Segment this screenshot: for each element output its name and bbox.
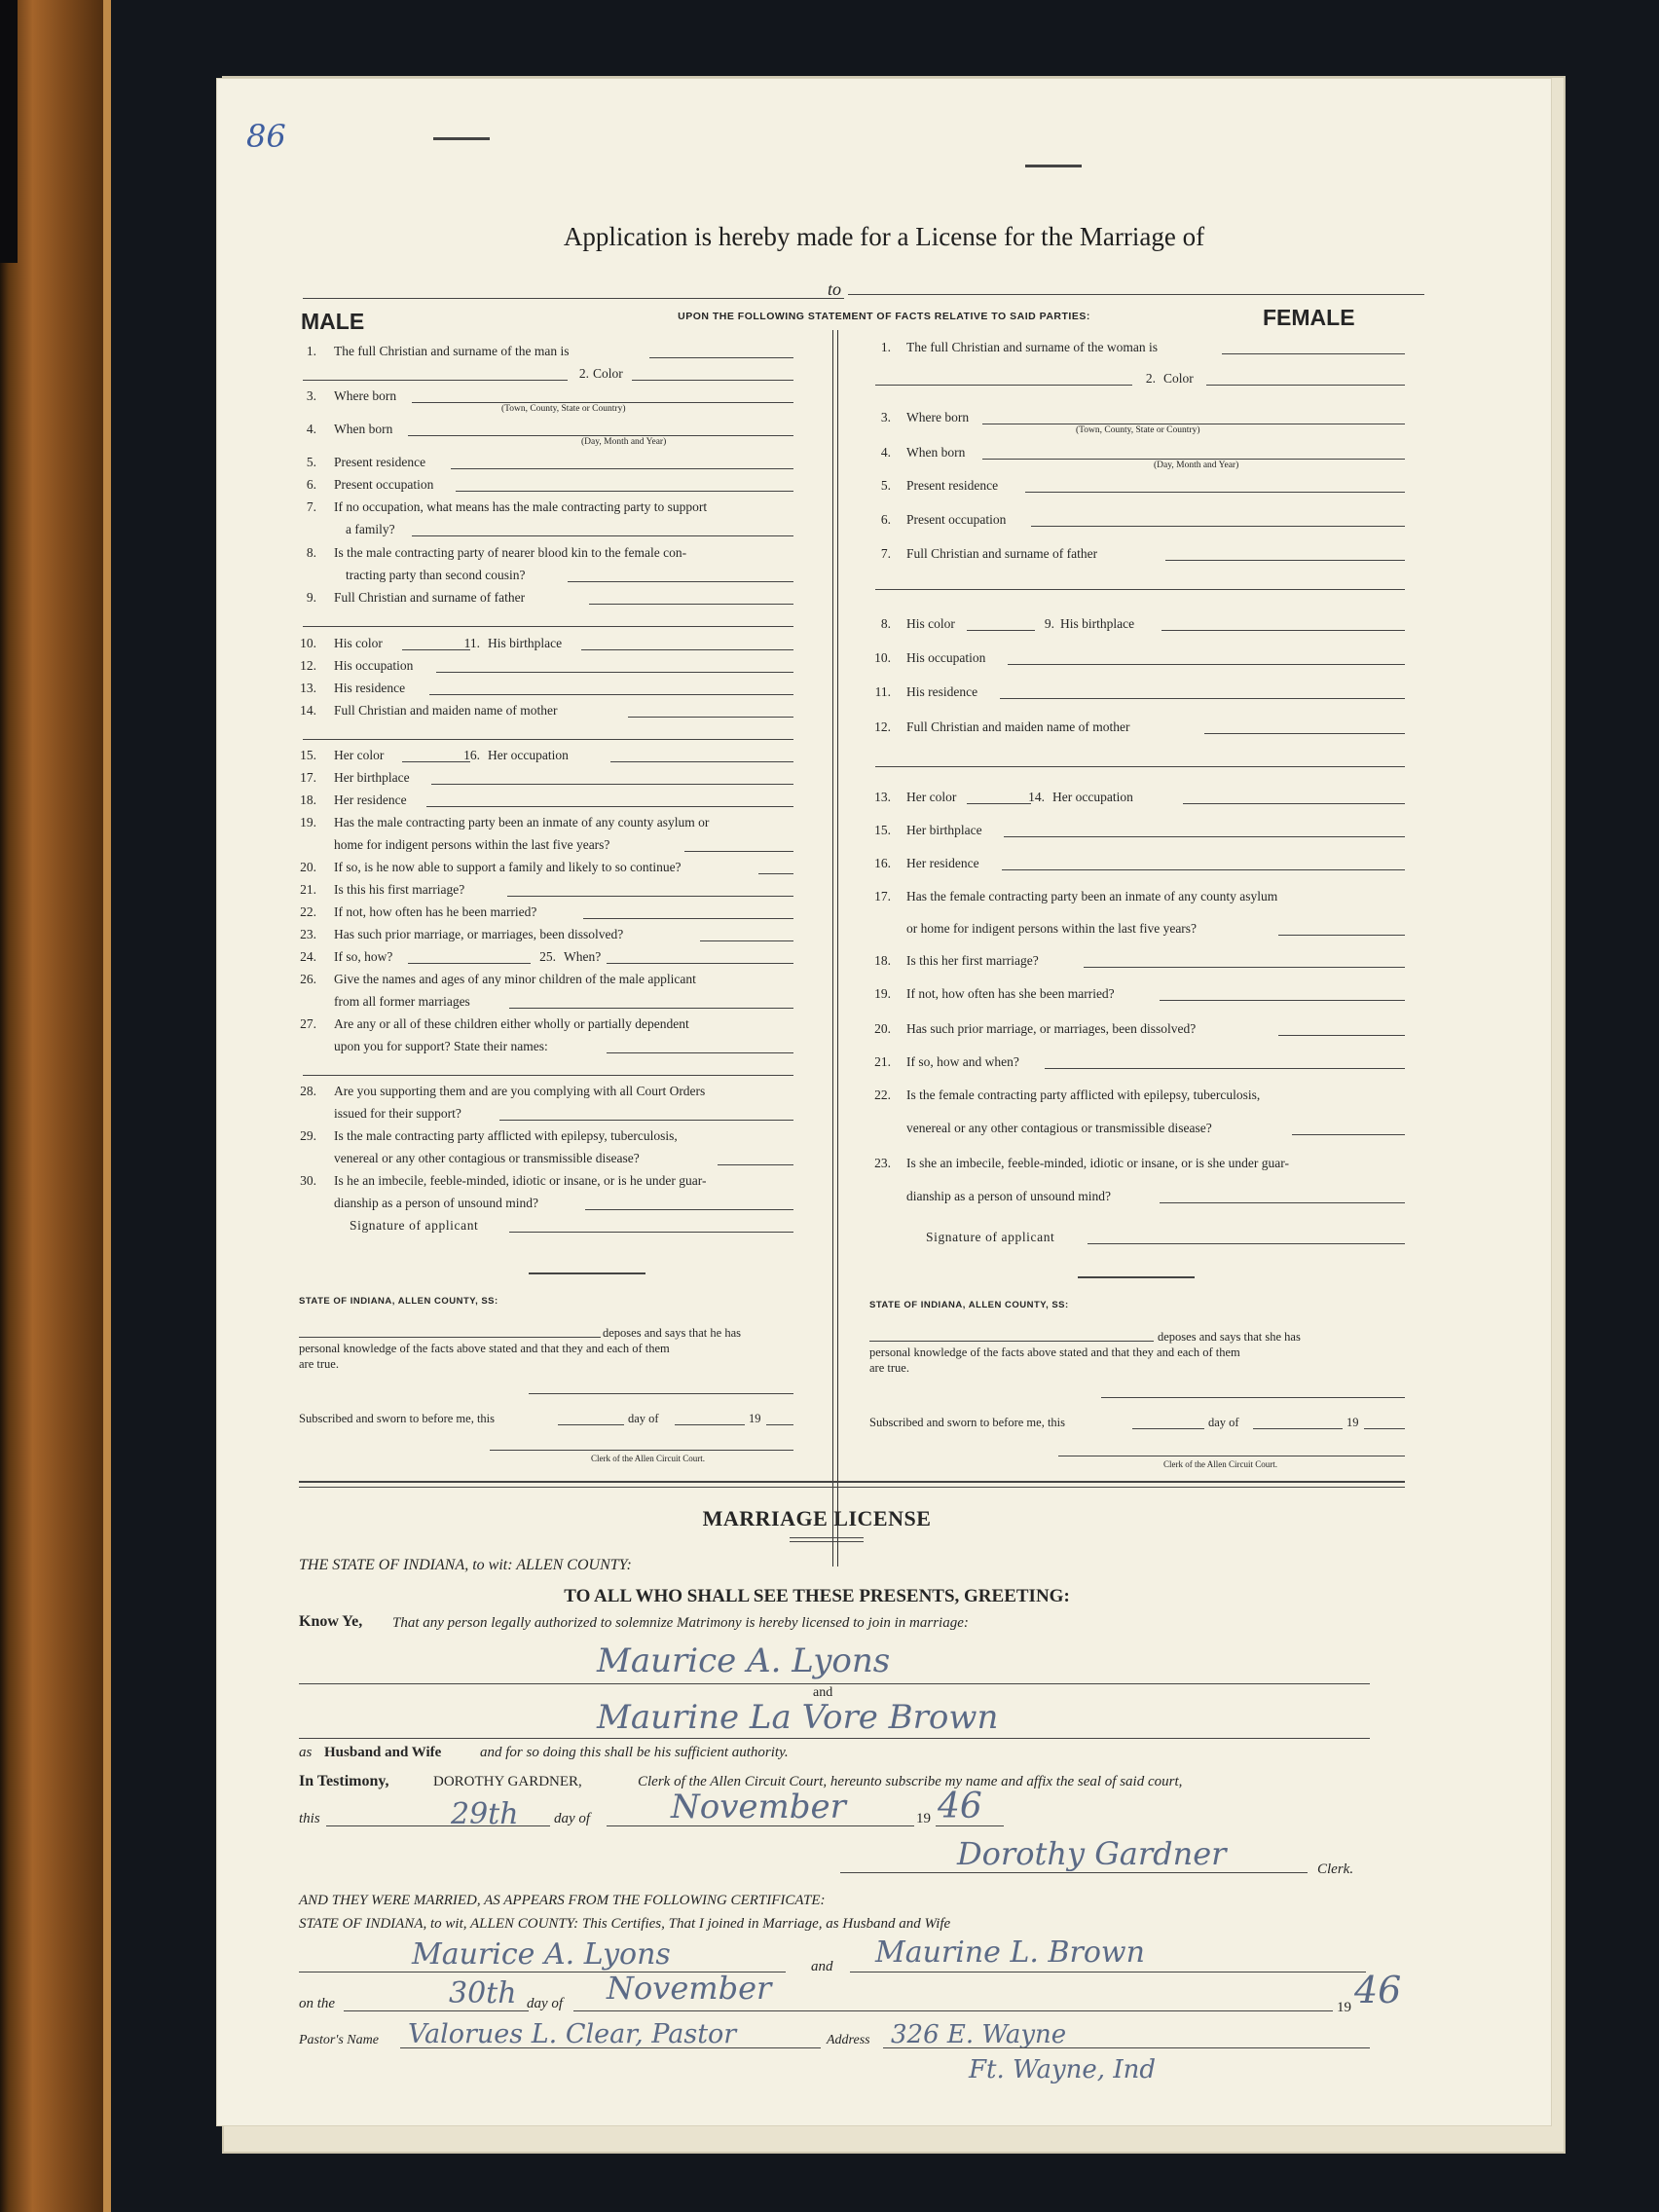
female-signature-label: Signature of applicant (926, 1230, 1055, 1244)
section-rule (299, 1487, 1405, 1488)
female-oath-true: are true. (869, 1361, 909, 1375)
female-q22a: Is the female contracting party afflicted with epilepsy, tuberculosis, (906, 1088, 1261, 1102)
male-q7a: If no occupation, what means has the male contracting party to support (334, 499, 708, 514)
groom-name-line (303, 298, 844, 299)
page-number: 86 (246, 118, 286, 155)
female-day-of: day of (1208, 1416, 1239, 1429)
certificate-month: November (607, 1970, 772, 2007)
license-this: this (299, 1811, 320, 1826)
female-q23a: Is she an imbecile, feeble-minded, idiotic or insane, or is she under guar- (906, 1156, 1289, 1170)
male-oath-state: STATE OF INDIANA, ALLEN COUNTY, SS: (299, 1296, 498, 1307)
male-q16: Her occupation (488, 748, 569, 762)
male-q28b: issued for their support? (334, 1106, 461, 1121)
bride-name-line (848, 294, 1424, 295)
female-q2: Color (1163, 371, 1194, 386)
pastor-label: Pastor's Name (299, 2033, 379, 2047)
male-sworn: Subscribed and sworn to before me, this (299, 1412, 496, 1425)
male-q13: His residence (334, 681, 406, 695)
male-q24: If so, how? (334, 949, 393, 964)
male-q8b: tracting party than second cousin? (346, 568, 526, 582)
female-q8: His color (906, 616, 955, 631)
certificate-line2: STATE OF INDIANA, to wit, ALLEN COUNTY: This Certifies, That I joined in Marriage, as Husband and Wife (299, 1916, 951, 1932)
marriage-application-page: 86 Application is hereby made for a License for the Marriage of to MALE FEMALE UPON THE FOLLOWING STATEMENT OF FACTS RELATIVE TO SAID PARTIES: 1. The full Christian and surname of the man is 2. Color 3. Where born (Town, County, State or Country) 4. When born (Day, Month and Year) 5. Present residence 6. Present occupation 7. If no occupation, what means has the male contracting party to support a family? 8. Is the male contracting party of nearer blood kin to the female con- tracting party than second cousin? 9. Full Christian and surname of father 10. His color 11. His birthplace 12. His occupation 13. His residence 14. Full Christian and maiden name of mother 15. Her color 16. Her occupation 17. Her birthplace 18. Her residence 19. Has the male contracting party been an inmate of any county asylum or home for indigent persons within the last five years? 20. If so, is he now able to support a family and likely to so continue? 21. Is this his first marriage? 22. If not, how often has he been married? 23. Has such prior marriage, or marriages, been dissolved? 24. If so, how? 25. When? 26. Give the names and ages of any minor children of the male applicant from all former marriages 27. Are any or all of these children either wholly or partially dependent upon you for support? State their names: 28. Are you supporting them and are you complying with all Court Orders issued for their support? 29. Is the male contracting party afflicted with epilepsy, tuberculosis, venereal or any other contagious or transmissible disease? 30. Is he an imbecile, feeble-minded, idiotic or insane, or is he under guar- dianship as a person of unsound mind? Signature of applicant STATE OF INDIANA, ALLEN COUNTY, SS: deposes and says that he has personal knowledge of the facts above stated and that they and each of them are true. Subscribed and sworn to before me, this day of 19 Clerk of the Allen Circuit Court. 1. The full Christian and surname of the woman is 2. Color 3. Where born (Town, County, State or Country) 4. When born (Day, Month and Year) 5. Present residence 6. Present occupation 7. Full Christian and surname of father 8. His color 9. His birthplace 10. His occupation 11. His residence 12. Full Christian and maiden name of mother 13. Her color 14. Her occupation 15. Her birthplace 16. Her residence 17. Has the female contracting party been an inmate of any county asylum or home for indigent persons within the last five years? 18. Is this her first marriage? 19. If not, how often has she been married? 20. Has such prior marriage, or marriages, been dissolved? 21. If so, how and when? 22. Is the female contracting party afflicted with epilepsy, tuberculosis, venereal or any other contagious or transmissible disease? 23. Is she an imbecile, feeble-minded, idiotic or insane, or is she under guar- dianship as a person of unsound mind? Signature of applicant STATE OF INDIANA, ALLEN COUNTY, SS: deposes and says that she has personal knowledge of the facts above stated and that they and each of them are true. Subscribed and sworn to before me, this day of 19 Clerk of the Allen Circuit Court. MARRIAGE LICENSE THE STATE OF INDIANA, to wit: ALLEN COUNTY: TO ALL WHO SHALL SEE THESE PRESENTS, GREETING: Know Ye, That any person legally authorized to solemnize Matrimony is hereby licensed to join in marriage: Maurice A. Lyons and Maurine La Vore Brown as Husband and Wife and for so doing this shall be his sufficient authority. In Testimony, DOROTHY GARDNER, Clerk of the Allen Circuit Court, hereunto subscribe my name and affix the seal of said court, this 29th day of November 19 46 Dorothy Gardner Clerk. AND THEY WERE MARRIED, AS APPEARS FROM THE FOLLOWING CERTIFICATE: STATE OF INDIANA, to wit, ALLEN COUNTY: This Certifies, That I joined in Marriage, as Husband and Wife Maurice A. Lyons and Maurine L. Brown on the 30th day of November 19 46 Pastor's Name Valorues L. Clear, Pastor Address 326 E. Wayne Ft. Wayne, Ind (216, 78, 1552, 2126)
certificate-line1: AND THEY WERE MARRIED, AS APPEARS FROM THE FOLLOWING CERTIFICATE: (299, 1893, 826, 1908)
female-q17b: or home for indigent persons within the last five years? (906, 921, 1198, 936)
female-clerk-label: Clerk of the Allen Circuit Court. (1163, 1459, 1277, 1469)
female-q16: Her residence (906, 856, 979, 870)
male-q6: Present occupation (334, 477, 434, 492)
female-q12: Full Christian and maiden name of mother (906, 719, 1130, 734)
certificate-year-prefix: 19 (1337, 2000, 1351, 2015)
male-heading: MALE (301, 309, 365, 334)
male-q26b: from all former marriages (334, 994, 470, 1009)
female-q1: The full Christian and surname of the woman is (906, 340, 1158, 354)
male-q15: Her color (334, 748, 385, 762)
male-q3-hint: (Town, County, State or Country) (501, 404, 626, 414)
male-q18: Her residence (334, 793, 407, 807)
female-q13: Her color (906, 790, 957, 804)
male-q30b: dianship as a person of unsound mind? (334, 1196, 538, 1210)
male-q5: Present residence (334, 455, 426, 469)
male-q3: Where born (334, 388, 397, 403)
license-heading: MARRIAGE LICENSE (702, 1506, 932, 1530)
male-signature-label: Signature of applicant (350, 1218, 479, 1233)
male-q11: His birthplace (488, 636, 563, 650)
male-q14: Full Christian and maiden name of mother (334, 703, 558, 718)
female-q3-hint: (Town, County, State or Country) (1076, 425, 1200, 435)
address-label: Address (827, 2033, 870, 2047)
license-groom-name: Maurice A. Lyons (597, 1641, 891, 1680)
statement-heading: UPON THE FOLLOWING STATEMENT OF FACTS RELATIVE TO SAID PARTIES: (678, 311, 1090, 322)
male-q19b: home for indigent persons within the last five years? (334, 837, 610, 852)
male-q30a: Is he an imbecile, feeble-minded, idiotic or insane, or is he under guar- (334, 1173, 707, 1188)
male-q8a: Is the male contracting party of nearer blood kin to the female con- (334, 545, 687, 560)
license-day: 29th (451, 1797, 519, 1831)
male-q4: When born (334, 422, 393, 436)
license-year-prefix: 19 (916, 1811, 931, 1826)
certificate-bride: Maurine L. Brown (875, 1936, 1145, 1970)
male-clerk-label: Clerk of the Allen Circuit Court. (591, 1454, 705, 1463)
male-q21: Is this his first marriage? (334, 882, 465, 897)
male-oath-true: are true. (299, 1357, 339, 1371)
certificate-year: 46 (1354, 1969, 1402, 2011)
male-q1: The full Christian and surname of the man is (334, 344, 570, 358)
female-oath-deposes: deposes and says that she has (1158, 1330, 1301, 1344)
male-q17: Her birthplace (334, 770, 410, 785)
male-q27a: Are any or all of these children either wholly or partially dependent (334, 1016, 689, 1031)
pastor-name: Valorues L. Clear, Pastor (408, 2019, 737, 2049)
testimony-text: Clerk of the Allen Circuit Court, hereunto subscribe my name and affix the seal of said court, (638, 1774, 1183, 1789)
license-as: as (299, 1745, 313, 1760)
certificate-groom: Maurice A. Lyons (412, 1937, 671, 1972)
female-sworn: Subscribed and sworn to before me, this (869, 1416, 1066, 1429)
female-oath-knowledge: personal knowledge of the facts above stated and that they and each of them (869, 1346, 1240, 1359)
certificate-day-of: day of (527, 1996, 564, 2011)
form-title: Application is hereby made for a License for the Marriage of (563, 222, 1205, 251)
male-q22: If not, how often has he been married? (334, 904, 537, 919)
ink-mark (1025, 165, 1082, 167)
female-q21: If so, how and when? (906, 1054, 1019, 1069)
male-q29a: Is the male contracting party afflicted with epilepsy, tuberculosis, (334, 1128, 678, 1143)
clerk-name: DOROTHY GARDNER, (433, 1774, 582, 1789)
clerk-label: Clerk. (1317, 1862, 1354, 1877)
female-q23b: dianship as a person of unsound mind? (906, 1189, 1111, 1203)
male-q2: Color (593, 366, 623, 381)
license-month: November (671, 1788, 846, 1826)
male-q19a: Has the male contracting party been an inmate of any county asylum or (334, 815, 710, 830)
license-state-line: THE STATE OF INDIANA, to wit: ALLEN COUNTY: (299, 1557, 632, 1573)
license-authority: and for so doing this shall be his sufficient authority. (480, 1745, 789, 1760)
male-q29b: venereal or any other contagious or transmissible disease? (334, 1151, 640, 1165)
license-husband-wife: Husband and Wife (324, 1745, 442, 1760)
male-q28a: Are you supporting them and are you complying with all Court Orders (334, 1084, 706, 1098)
address-line2: Ft. Wayne, Ind (969, 2055, 1156, 2084)
male-q10: His color (334, 636, 383, 650)
female-q3: Where born (906, 410, 970, 424)
female-heading: FEMALE (1263, 305, 1355, 330)
male-q7b: a family? (346, 522, 395, 536)
license-bride-name: Maurine La Vore Brown (597, 1698, 999, 1737)
female-oath-state: STATE OF INDIANA, ALLEN COUNTY, SS: (869, 1300, 1069, 1310)
female-q19: If not, how often has she been married? (906, 986, 1115, 1001)
female-q10: His occupation (906, 650, 986, 665)
female-q9: His birthplace (1060, 616, 1135, 631)
clerk-signature: Dorothy Gardner (957, 1835, 1227, 1872)
female-q22b: venereal or any other contagious or transmissible disease? (906, 1121, 1212, 1135)
female-year: 19 (1346, 1416, 1359, 1429)
license-day-of: day of (554, 1811, 591, 1826)
male-q9: Full Christian and surname of father (334, 590, 526, 605)
male-oath-deposes: deposes and says that he has (603, 1326, 741, 1340)
section-rule (299, 1481, 1405, 1483)
column-divider (837, 330, 838, 1567)
female-q15: Her birthplace (906, 823, 982, 837)
male-q23: Has such prior marriage, or marriages, been dissolved? (334, 927, 624, 941)
license-greeting: TO ALL WHO SHALL SEE THESE PRESENTS, GREETING: (564, 1586, 1070, 1606)
certificate-on-the: on the (299, 1996, 336, 2011)
male-q12: His occupation (334, 658, 414, 673)
female-q4-hint: (Day, Month and Year) (1154, 461, 1239, 470)
male-q25: When? (564, 949, 602, 964)
female-q7: Full Christian and surname of father (906, 546, 1098, 561)
ink-mark (433, 137, 490, 140)
male-oath-knowledge: personal knowledge of the facts above stated and that they and each of them (299, 1342, 670, 1355)
certificate-day: 30th (449, 1976, 517, 2010)
male-year: 19 (749, 1412, 761, 1425)
to-label: to (828, 279, 842, 299)
male-q20: If so, is he now able to support a family and likely to so continue? (334, 860, 682, 874)
female-q4: When born (906, 445, 966, 460)
female-q5: Present residence (906, 478, 999, 493)
license-year: 46 (938, 1787, 982, 1826)
certificate-and: and (811, 1959, 833, 1974)
know-ye-label: Know Ye, (299, 1613, 363, 1630)
female-q17a: Has the female contracting party been an inmate of any county asylum (906, 889, 1278, 903)
female-q6: Present occupation (906, 512, 1007, 527)
wooden-table-trim (103, 0, 111, 2212)
male-q27b: upon you for support? State their names: (334, 1039, 548, 1053)
female-q11: His residence (906, 684, 978, 699)
female-q18: Is this her first marriage? (906, 953, 1039, 968)
license-and: and (813, 1685, 833, 1700)
male-day-of: day of (628, 1412, 659, 1425)
in-testimony-label: In Testimony, (299, 1773, 389, 1789)
wooden-table-edge (0, 0, 109, 2212)
male-q4-hint: (Day, Month and Year) (581, 437, 667, 447)
column-divider (832, 330, 833, 1567)
male-q26a: Give the names and ages of any minor children of the male applicant (334, 972, 696, 986)
female-q14: Her occupation (1052, 790, 1133, 804)
address-line1: 326 E. Wayne (891, 2020, 1067, 2049)
female-q20: Has such prior marriage, or marriages, been dissolved? (906, 1021, 1197, 1036)
know-ye-text: That any person legally authorized to solemnize Matrimony is hereby licensed to join in marriage: (392, 1615, 969, 1631)
